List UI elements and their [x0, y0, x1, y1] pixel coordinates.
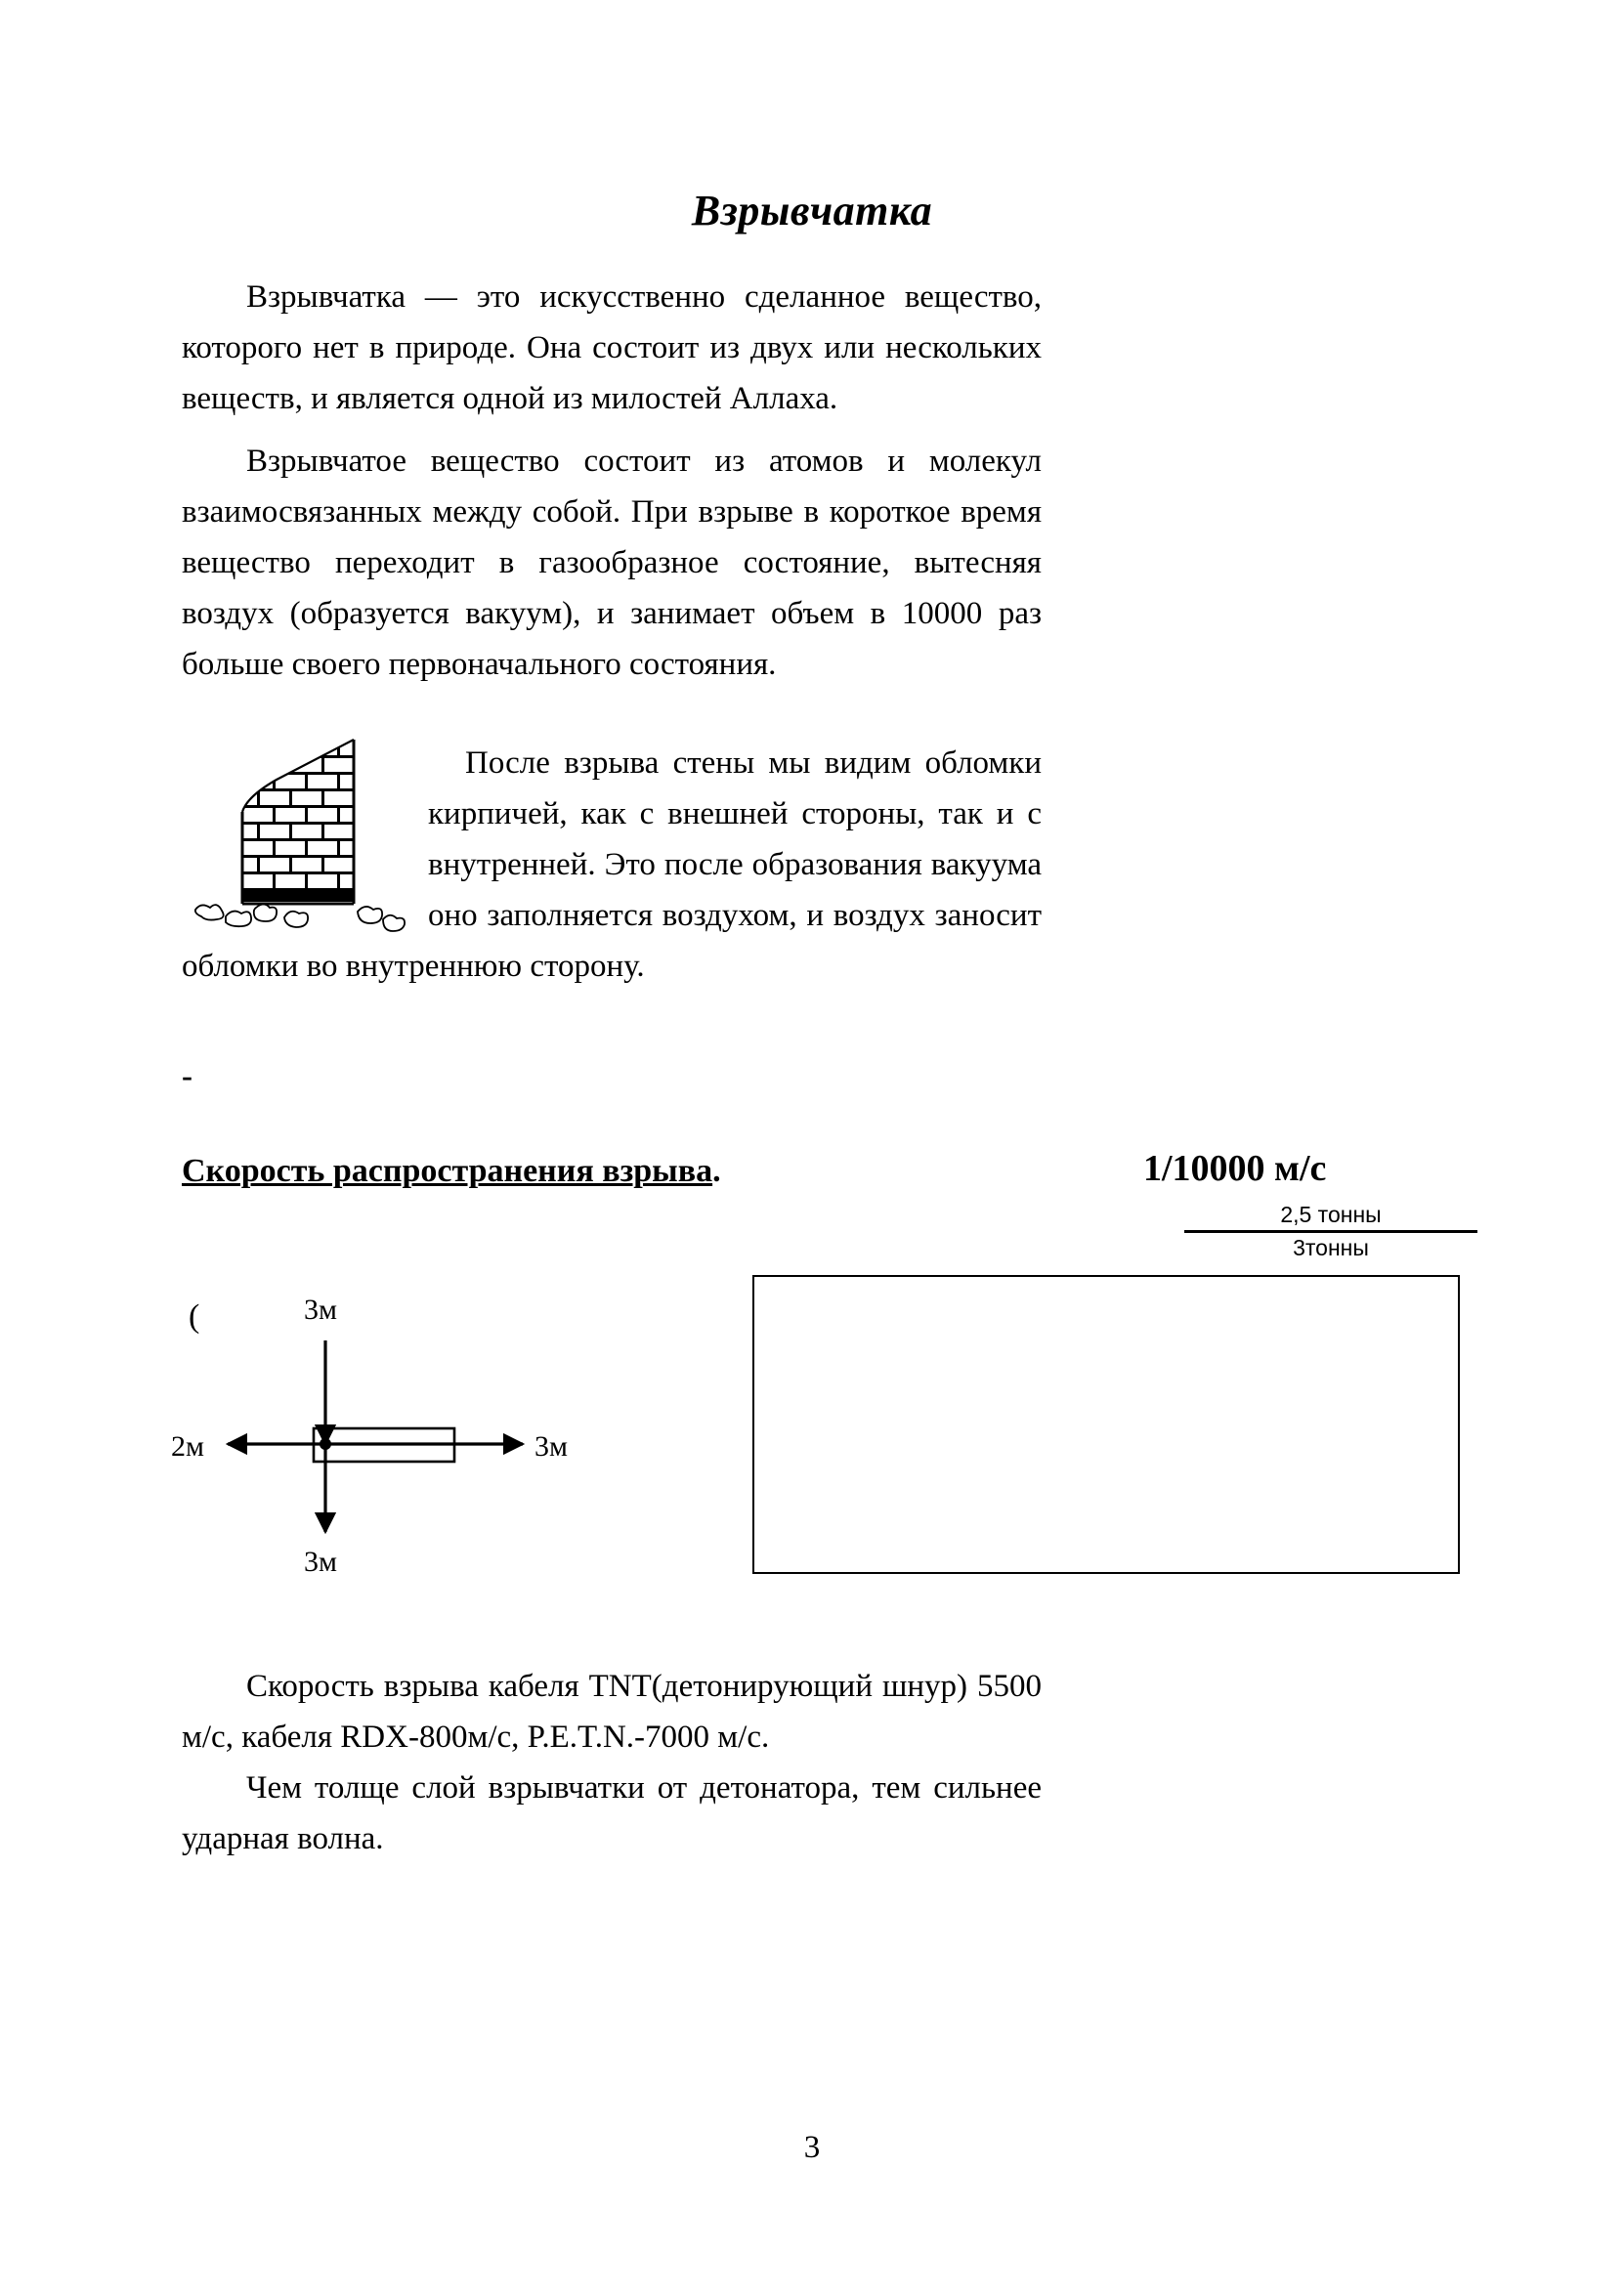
- paragraph-block-composition: [182, 436, 1042, 690]
- diagram-label-right: 3м: [534, 1430, 568, 1463]
- paragraph-2: Взрывчатое вещество состоит из атомов и молекул взаимосвязанных между собой. При взрыве в короткое время вещество переходит в газообразное состояние, вытесняя воздух (образуется вакуум), и занимает объем в 10000 раз больше своего первоначального состояния.: [182, 444, 1042, 682]
- stray-mark-label: (: [189, 1298, 200, 1335]
- stray-dash: -: [182, 1059, 192, 1094]
- fraction-denominator: 3тонны: [1293, 1235, 1369, 1260]
- paragraph-block-intro: [182, 272, 1042, 424]
- page-number: 3: [803, 2130, 821, 2165]
- paragraph-5: Чем толще слой взрывчатки от детонатора, тем сильнее ударная волна.: [182, 1770, 1042, 1856]
- brick-wall-icon: [182, 738, 406, 933]
- fraction-numerator: 2,5 тонны: [1184, 1200, 1477, 1233]
- diagram-label-left: 2м: [171, 1430, 204, 1463]
- tonnage-fraction: [1184, 1200, 1477, 1263]
- section-heading-period: .: [712, 1153, 721, 1189]
- paragraph-4: Скорость взрыва кабеля TNT(детонирующий шнур) 5500 м/с, кабеля RDX-800м/с, P.E.T.N.-7000 м/с.: [182, 1669, 1042, 1755]
- detonator-point: [320, 1438, 331, 1450]
- section-heading-text: Скорость распространения взрыва: [182, 1153, 713, 1189]
- paragraph-block-speeds: [182, 1661, 1042, 1864]
- diagram-label-down: 3м: [304, 1546, 337, 1578]
- ratio-label: 1/10000 м/с: [1143, 1148, 1327, 1189]
- section-heading: [182, 1153, 721, 1190]
- diagram-label-up: 3м: [304, 1294, 337, 1326]
- empty-diagram-box: [752, 1275, 1460, 1574]
- figure-and-text-block: [182, 738, 1042, 992]
- blast-radius-diagram: [171, 1270, 601, 1583]
- paragraph-3: После взрыва стены мы видим обломки кирпичей, как с внешней стороны, так и с внутренней. Это после образования вакуума оно заполняется воздухом, и воздух заносит обломки во внутреннюю сторону.: [182, 745, 1042, 984]
- paragraph-1: Взрывчатка — это искусственно сделанное вещество, которого нет в природе. Она состоит из двух или нескольких веществ, и является одной из милостей Аллаха.: [182, 279, 1042, 416]
- page-title: Взрывчатка: [691, 187, 933, 234]
